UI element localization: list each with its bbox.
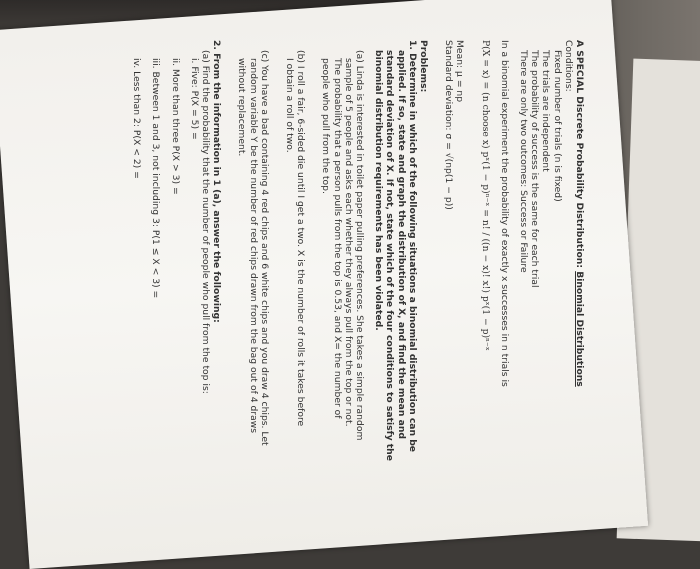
problem-1b-line: I obtain a roll of two. xyxy=(283,58,295,153)
problem-1c-line: without replacement. xyxy=(236,58,248,157)
title-topic: Binomial Distributions xyxy=(574,271,585,387)
problem-1a-line: (a) Linda is interested in toilet paper pulling preferences. She takes a simple random xyxy=(353,50,365,441)
pmf-formula: P(X = x) = (n choose x) pˣ(1 − p)ⁿ⁻ˣ = n! / ((n − x)! x!) pˣ(1 − p)ⁿ⁻ˣ xyxy=(479,40,491,351)
problem-2a-item: i. Five: P(X = 5) = xyxy=(188,58,200,140)
problem-1-line: applied. If so, state and graph the distribution of X, and find the mean and xyxy=(395,50,407,439)
sd-formula: Standard deviation: σ = √(np(1 − p)) xyxy=(443,40,455,210)
worksheet-text xyxy=(25,40,585,540)
condition-item: There are only two outcomes: Success or Failure xyxy=(517,50,529,273)
problem-2a-item: iii. Between 1 and 3, not including 3: P(1 ≤ X < 3) = xyxy=(150,58,162,299)
problem-2-heading: 2. From the information in 1 (a), answer the following: xyxy=(211,40,223,323)
conditions-label: Conditions: xyxy=(562,40,574,92)
intro-text: In a binomial experiment the probability of exactly x successes in n trials is xyxy=(498,40,510,387)
problem-2a-item: iv. Less than 2: P(X < 2) = xyxy=(131,58,143,179)
mean-formula: Mean: μ = np xyxy=(454,40,466,103)
condition-item: The probability of success is the same for each trial xyxy=(529,50,541,288)
condition-item: The trials are independent xyxy=(540,50,552,172)
problem-1b-line: (b) I roll a fair, 6-sided die until I get a two. X is the number of rolls it takes before xyxy=(295,50,307,427)
problem-1c-line: random variable Y be the number of red chips drawn from the bag out of 4 draws xyxy=(247,58,259,434)
problems-label: Problems: xyxy=(417,40,429,93)
title-text: A SPECIAL Discrete Probability Distribution: xyxy=(574,40,585,272)
problem-1a-line: sample of 5 people and asks each whether they always pull from the top or not. xyxy=(342,58,354,427)
condition-item: Fixed number of trials (n is fixed) xyxy=(551,50,563,202)
page-title xyxy=(574,40,585,540)
problem-1c-line: (c) You have a bad containing 4 red chips and 6 white chips and you draw 4 chips. Let xyxy=(258,50,270,446)
problem-1-line: standard deviation of X. If not, state which of the four conditions to satisfy the xyxy=(384,50,396,461)
problem-1-line: binomial distribution requirements has been violated. xyxy=(373,50,385,331)
problem-1a-line: The probability that a person pulls from the top is 0.53, and X= the number of xyxy=(331,58,343,419)
problem-1a-line: people who pull from the top. xyxy=(320,58,332,194)
problem-2a-item: ii. More than three P(X > 3) = xyxy=(169,58,181,195)
problem-1-line: 1. Determine in which of the following situations a binomial distribution can be xyxy=(406,40,418,453)
problem-2a-text: (a) Find the probability that the number of people who pull from the top is: xyxy=(199,50,211,394)
